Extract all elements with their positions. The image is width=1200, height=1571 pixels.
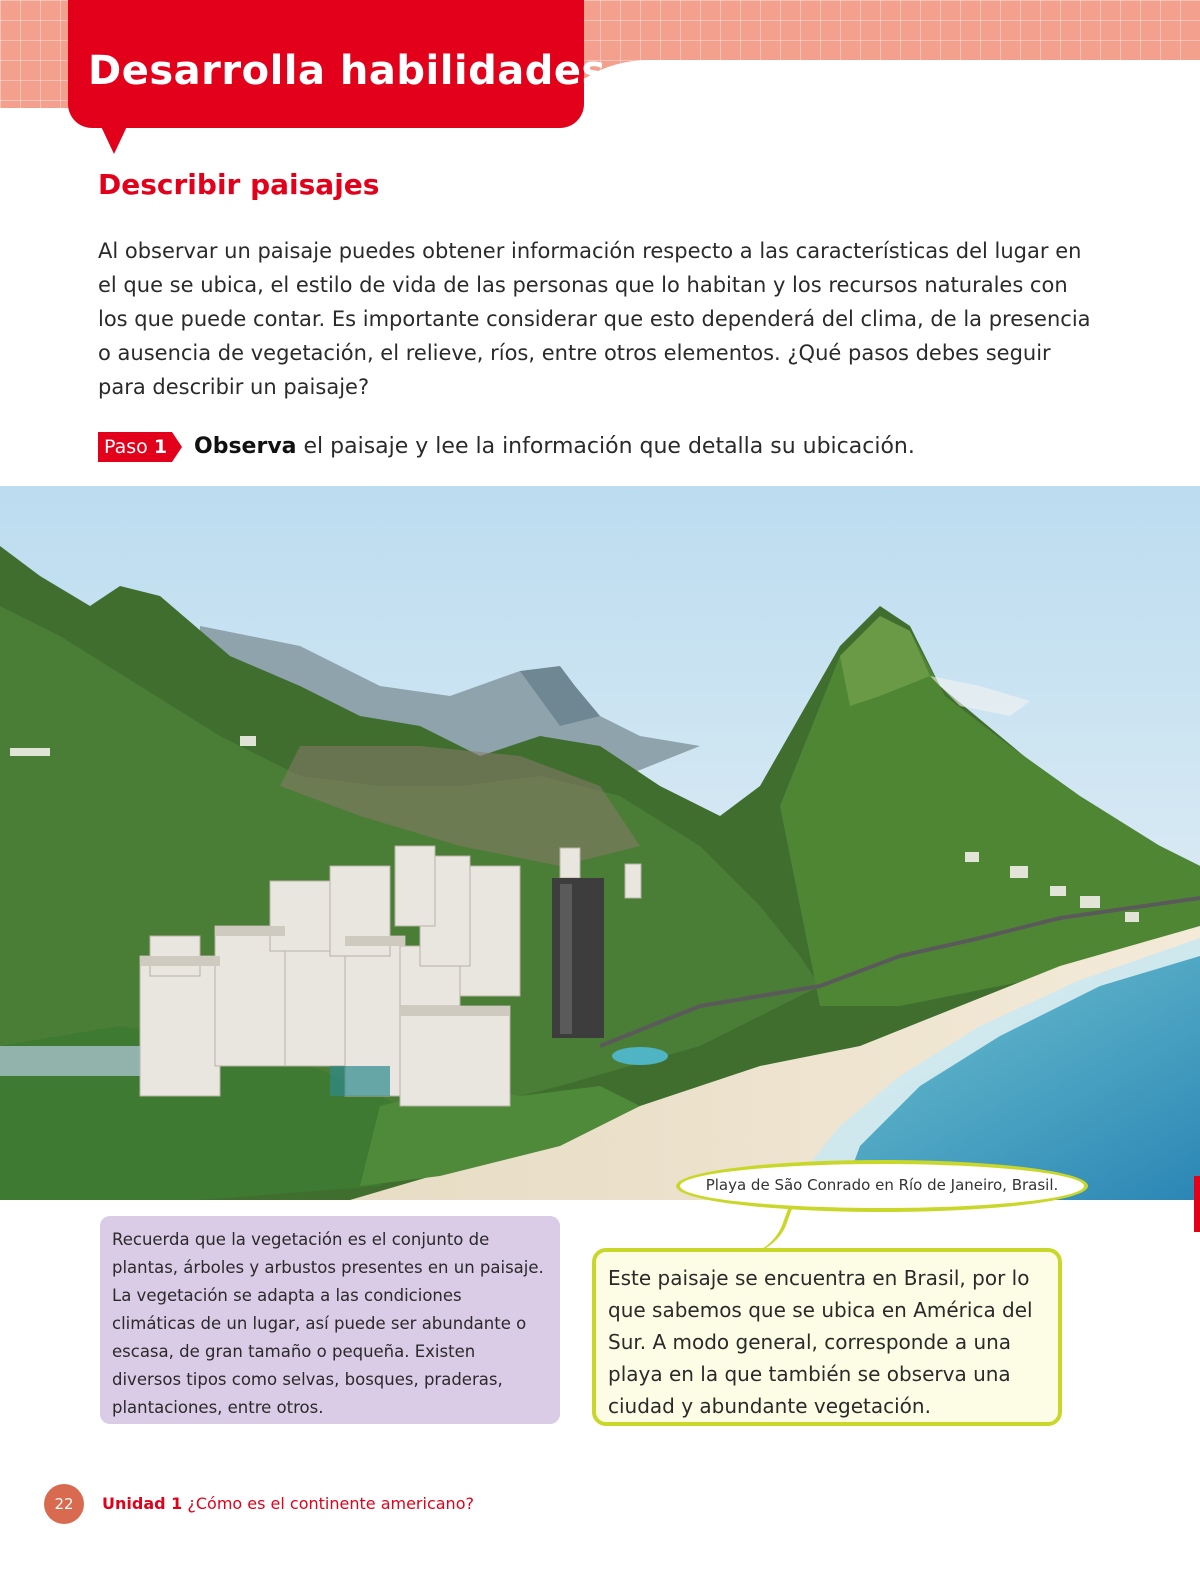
step-text: el paisaje y lee la información que detalla su ubicación. xyxy=(296,434,915,459)
footer-unit xyxy=(102,1494,474,1513)
vegetation-note: Recuerda que la vegetación es el conjunto de plantas, árboles y arbustos presentes en un paisaje. La vegetación se adapta a las condiciones climáticas de un lugar, así puede ser abundante o escasa, de gran tamaño o pequeña. Existen diversos tipos como selvas, bosques, praderas, plantaciones, entre otros. xyxy=(100,1216,560,1424)
step-row xyxy=(98,430,998,464)
step-label: Paso xyxy=(104,436,148,458)
page-title: Desarrolla habilidades xyxy=(88,48,606,94)
header-band-curve xyxy=(560,60,1200,200)
photo-caption-bubble xyxy=(676,1160,1088,1212)
step-emphasis: Observa xyxy=(194,434,297,459)
footer-unit-label: Unidad 1 xyxy=(102,1494,183,1513)
landscape-photo xyxy=(0,486,1200,1200)
step-badge-arrow xyxy=(172,432,182,462)
step-badge xyxy=(98,432,172,462)
step-number: 1 xyxy=(153,436,168,458)
description-note: Este paisaje se encuentra en Brasil, por lo que sabemos que se ubica en América del Sur. A modo general, corresponde a una playa en la que también se observa una ciudad y abundante vegetación. xyxy=(592,1248,1062,1426)
section-title: Describir paisajes xyxy=(98,168,380,201)
page-number: 22 xyxy=(44,1484,84,1524)
intro-paragraph: Al observar un paisaje puedes obtener información respecto a las características del lugar en el que se ubica, el estilo de vida de las personas que lo habitan y los recursos naturales con los que puede contar. Es importante considerar que esto dependerá del clima, de la presencia o ausencia de vegetación, el relieve, ríos, entre otros elementos. ¿Qué pasos debes seguir para describir un paisaje? xyxy=(98,239,1091,399)
photo-caption: Playa de São Conrado en Río de Janeiro, Brasil. xyxy=(705,1176,1059,1194)
footer-unit-title: ¿Cómo es el continente americano? xyxy=(182,1494,474,1513)
page-edge-marker xyxy=(1194,1176,1200,1232)
step-instruction xyxy=(194,430,915,464)
title-banner-tail xyxy=(98,120,130,154)
